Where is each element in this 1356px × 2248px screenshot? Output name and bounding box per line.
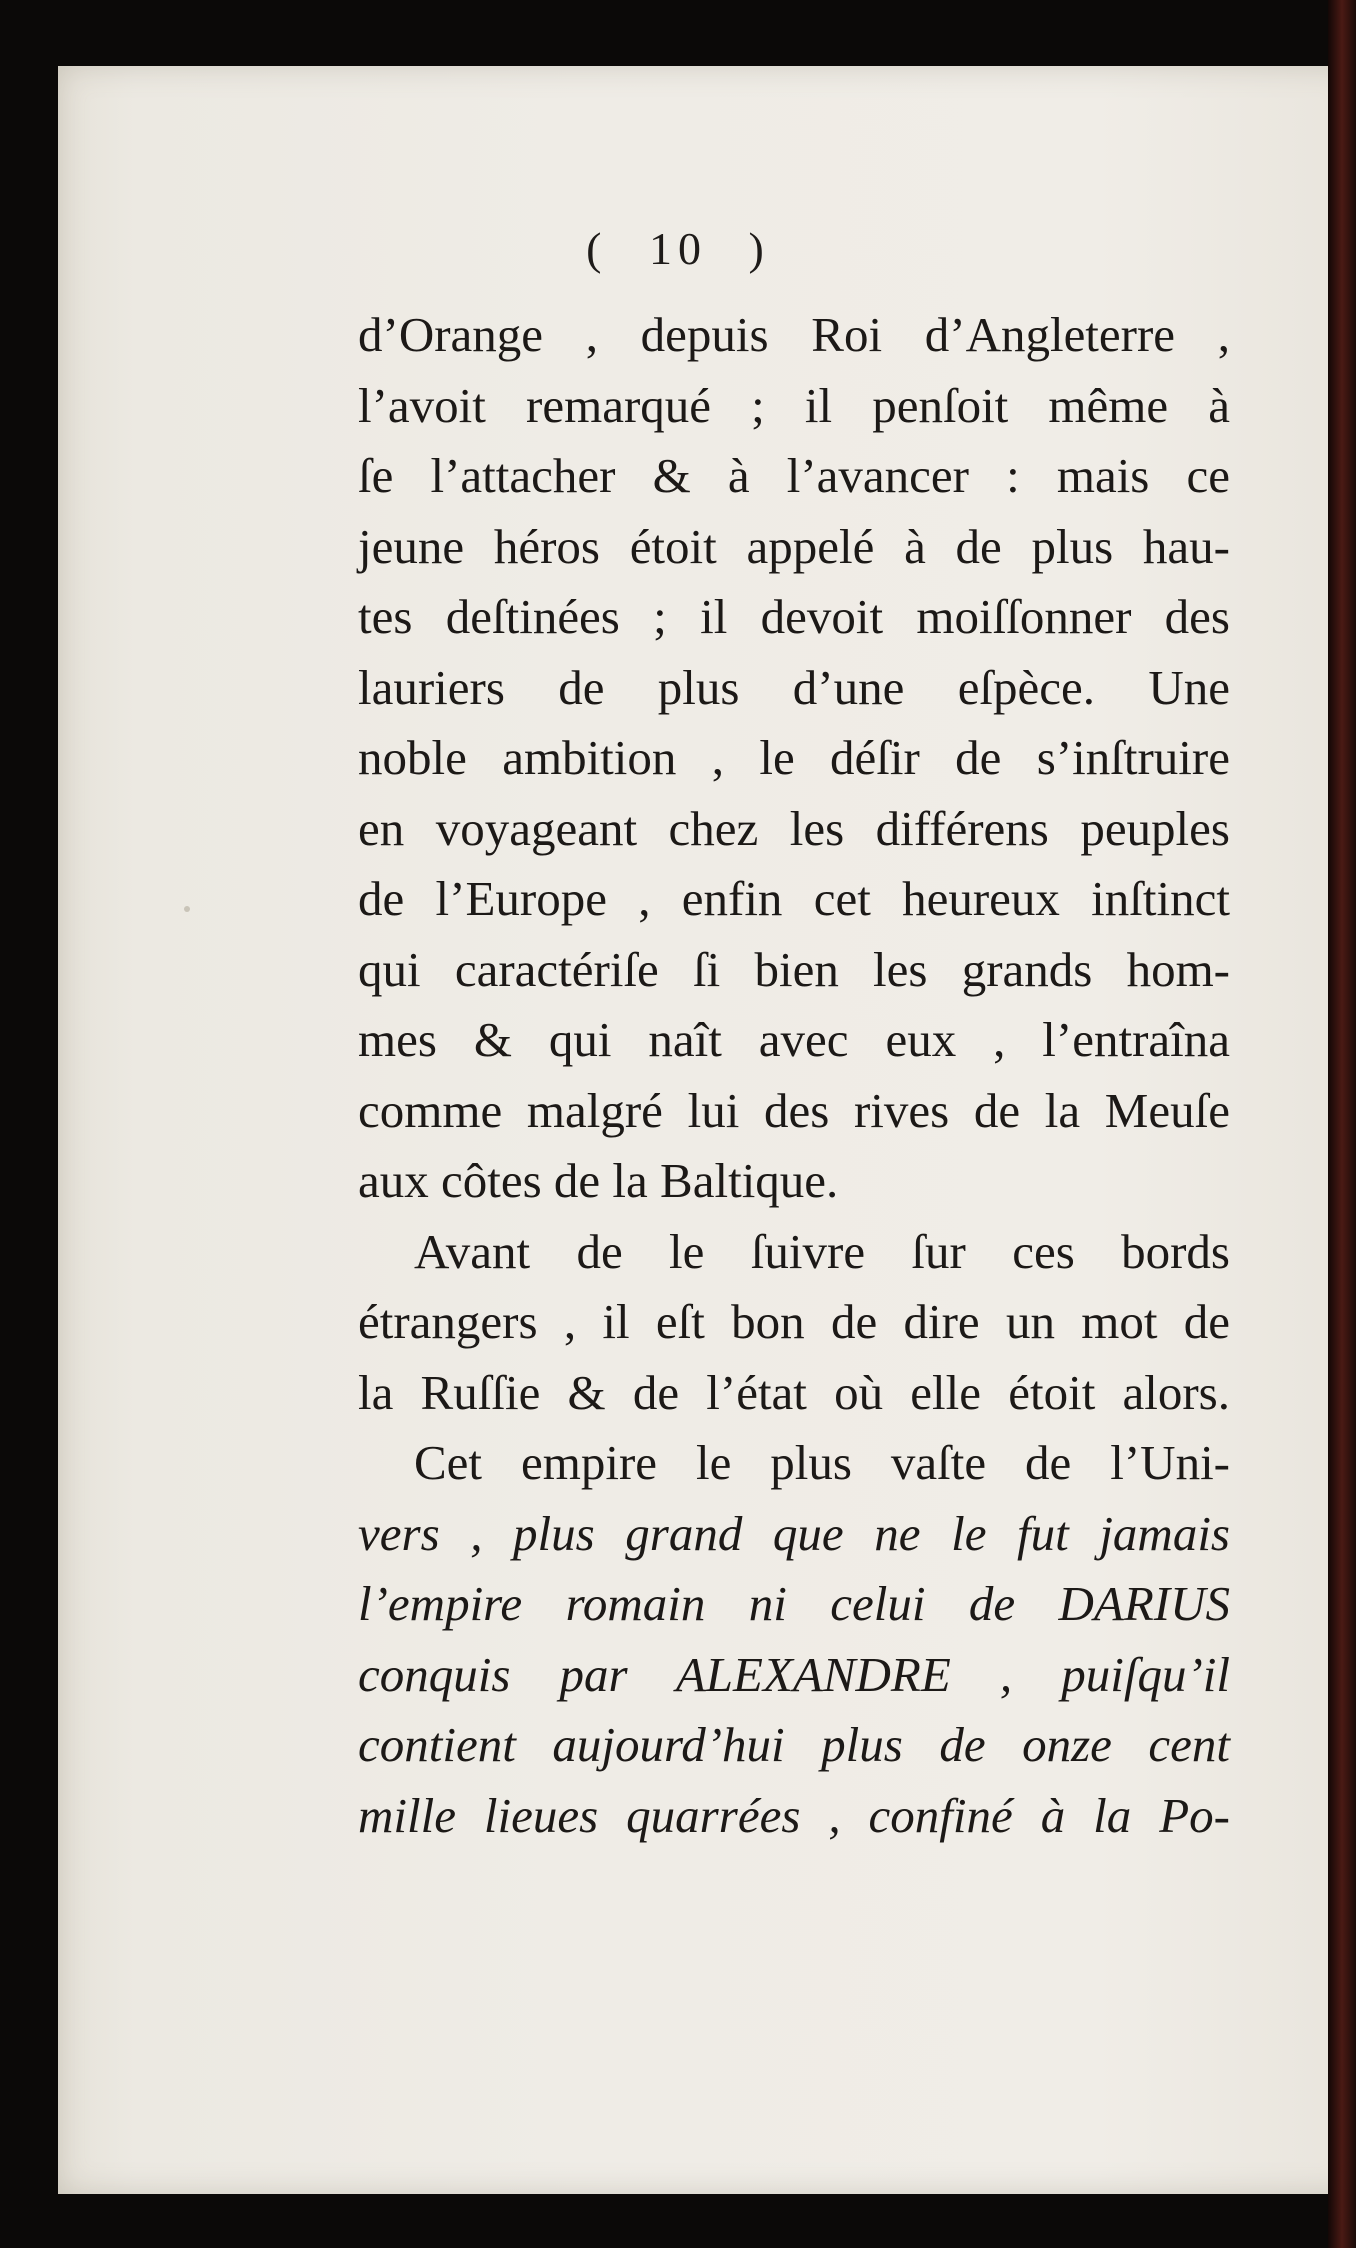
text-line: qui caractériſe ſi bien les grands hom- — [358, 941, 1230, 997]
body-text — [358, 300, 1230, 1851]
text-line: Cet empire le plus vaſte de l’Uni- — [414, 1435, 1230, 1490]
text-line: en voyageant chez les différens peuples — [358, 800, 1230, 856]
text-line: jeune héros étoit appelé à de plus hau- — [358, 518, 1230, 574]
text-line: comme malgré lui des rives de la Meuſe — [358, 1082, 1230, 1138]
page-number: ( 10 ) — [586, 223, 770, 274]
text-line-italic: conquis par ALEXANDRE , puiſqu’il — [358, 1646, 1230, 1702]
text-line: noble ambition , le déſir de s’inſtruire — [358, 730, 1230, 785]
text-line: d’Orange , depuis Roi d’Angleterre , — [358, 307, 1230, 362]
text-line: Avant de le ſuivre ſur ces bords — [414, 1223, 1230, 1279]
text-line: aux côtes de la Baltique. — [358, 1153, 839, 1208]
text-line-italic: contient aujourd’hui plus de onze cent — [358, 1717, 1230, 1772]
book-cover-edge — [1328, 0, 1356, 2248]
text-line: étrangers , il eſt bon de dire un mot de — [358, 1294, 1230, 1349]
text-line: la Ruſſie & de l’état où elle étoit alors. — [358, 1364, 1230, 1420]
text-line: lauriers de plus d’une eſpèce. Une — [358, 659, 1230, 715]
paper-speck — [184, 906, 190, 912]
text-line: tes deſtinées ; il devoit moiſſonner des — [358, 589, 1230, 644]
text-line: mes & qui naît avec eux , l’entraîna — [358, 1012, 1230, 1067]
text-line: l’avoit remarqué ; il penſoit même à — [358, 377, 1230, 433]
text-line-italic: vers , plus grand que ne le fut jamais — [358, 1505, 1230, 1561]
text-line: de l’Europe , enfin cet heureux inſtinct — [358, 871, 1230, 926]
text-line-italic: l’empire romain ni celui de DARIUS — [358, 1576, 1230, 1631]
text-line: ſe l’attacher & à l’avancer : mais ce — [358, 448, 1230, 503]
text-line-italic: mille lieues quarrées , confiné à la Po- — [358, 1787, 1230, 1843]
